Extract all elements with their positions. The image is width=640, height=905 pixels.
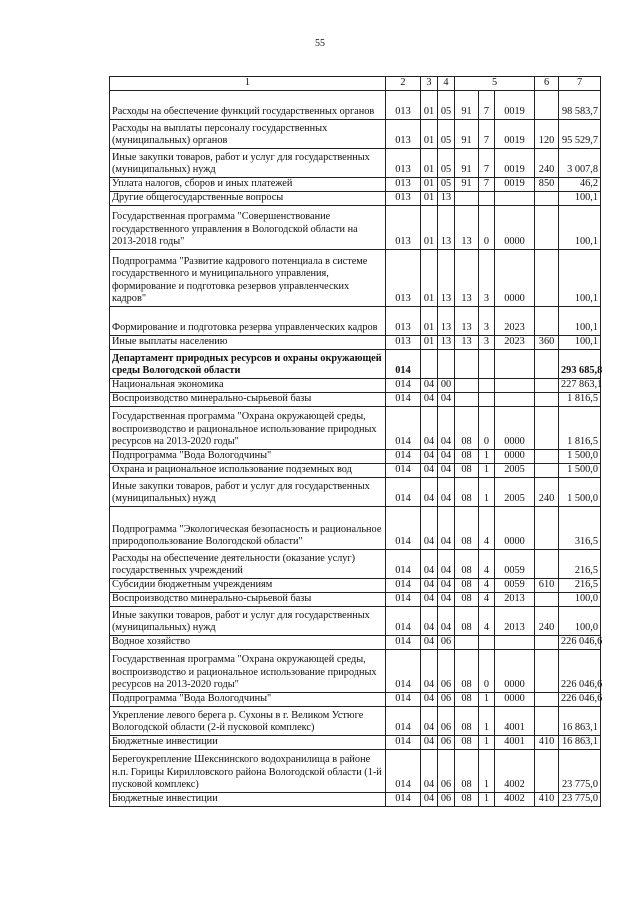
section-code: 01 [421, 250, 438, 307]
direction-code: 0059 [495, 550, 535, 579]
column-header: 4 [438, 77, 455, 91]
subsection-code: 04 [438, 550, 455, 579]
table-row [110, 120, 601, 149]
section-code: 04 [421, 750, 438, 793]
table-row [110, 793, 601, 807]
row-name: Государственная программа "Охрана окружающей среды, воспроизводство и рациональное использование природных ресурсов на 2013-2020 годы" [110, 650, 386, 693]
subsection-code: 06 [438, 693, 455, 707]
row-name: Государственная программа "Охрана окружающей среды, воспроизводство и рациональное использование природных ресурсов на 2013-2020 годы" [110, 407, 386, 450]
row-name: Национальная экономика [110, 379, 386, 393]
program-code: 08 [455, 593, 479, 607]
program-code: 08 [455, 736, 479, 750]
row-name: Иные закупки товаров, работ и услуг для государственных (муниципальных) нужд [110, 478, 386, 507]
admin-code: 014 [386, 636, 421, 650]
subprogram-code: 4 [479, 507, 495, 550]
admin-code: 013 [386, 336, 421, 350]
direction-code: 0019 [495, 149, 535, 178]
subprogram-code: 1 [479, 750, 495, 793]
program-code: 08 [455, 507, 479, 550]
admin-code: 014 [386, 707, 421, 736]
column-header: 3 [421, 77, 438, 91]
expense-type-code [535, 593, 559, 607]
subsection-code: 06 [438, 750, 455, 793]
subprogram-code: 3 [479, 250, 495, 307]
program-code: 91 [455, 149, 479, 178]
amount: 16 863,1 [559, 707, 601, 736]
direction-code [495, 192, 535, 206]
section-code: 04 [421, 407, 438, 450]
expense-type-code: 240 [535, 149, 559, 178]
subsection-code: 04 [438, 450, 455, 464]
admin-code: 014 [386, 478, 421, 507]
subprogram-code: 3 [479, 307, 495, 336]
expense-type-code: 410 [535, 736, 559, 750]
row-name: Другие общегосударственные вопросы [110, 192, 386, 206]
subsection-code: 05 [438, 178, 455, 192]
admin-code: 013 [386, 120, 421, 149]
direction-code: 0000 [495, 206, 535, 250]
header-row [110, 77, 601, 91]
direction-code: 2005 [495, 464, 535, 478]
table-row [110, 707, 601, 736]
subsection-code: 13 [438, 206, 455, 250]
program-code: 08 [455, 464, 479, 478]
admin-code: 013 [386, 149, 421, 178]
section-code: 04 [421, 393, 438, 407]
expense-type-code [535, 379, 559, 393]
column-header: 7 [559, 77, 601, 91]
admin-code: 014 [386, 693, 421, 707]
table-row [110, 149, 601, 178]
subprogram-code [479, 192, 495, 206]
subprogram-code: 7 [479, 178, 495, 192]
subsection-code: 04 [438, 478, 455, 507]
row-name: Берегоукрепление Шекснинского водохранилища в районе н.п. Горицы Кирилловского района Вологодской области (1-й пусковой комплекс) [110, 750, 386, 793]
row-name: Расходы на обеспечение функций государственных органов [110, 91, 386, 120]
column-header: 6 [535, 77, 559, 91]
program-code [455, 192, 479, 206]
row-name: Уплата налогов, сборов и иных платежей [110, 178, 386, 192]
direction-code: 4002 [495, 793, 535, 807]
table-row [110, 478, 601, 507]
section-code: 01 [421, 307, 438, 336]
subprogram-code: 1 [479, 793, 495, 807]
expense-type-code [535, 393, 559, 407]
table-row [110, 350, 601, 379]
subprogram-code: 7 [479, 149, 495, 178]
amount: 23 775,0 [559, 750, 601, 793]
section-code: 04 [421, 478, 438, 507]
amount: 1 500,0 [559, 464, 601, 478]
admin-code: 014 [386, 736, 421, 750]
expense-type-code: 240 [535, 478, 559, 507]
admin-code: 014 [386, 607, 421, 636]
direction-code: 4001 [495, 707, 535, 736]
section-code: 01 [421, 178, 438, 192]
program-code [455, 350, 479, 379]
subsection-code: 04 [438, 393, 455, 407]
subsection-code: 04 [438, 464, 455, 478]
direction-code: 0000 [495, 407, 535, 450]
subprogram-code: 4 [479, 550, 495, 579]
expense-type-code: 410 [535, 793, 559, 807]
admin-code: 014 [386, 393, 421, 407]
admin-code: 013 [386, 91, 421, 120]
section-code: 01 [421, 149, 438, 178]
row-name: Бюджетные инвестиции [110, 736, 386, 750]
section-code: 01 [421, 120, 438, 149]
table-row [110, 593, 601, 607]
section-code: 01 [421, 192, 438, 206]
row-name: Подпрограмма "Вода Вологодчины" [110, 693, 386, 707]
table-row [110, 650, 601, 693]
expense-type-code [535, 307, 559, 336]
program-code: 08 [455, 607, 479, 636]
table-row [110, 393, 601, 407]
row-name: Подпрограмма "Вода Вологодчины" [110, 450, 386, 464]
program-code: 08 [455, 579, 479, 593]
amount: 100,1 [559, 336, 601, 350]
subprogram-code: 7 [479, 91, 495, 120]
amount: 3 007,8 [559, 149, 601, 178]
row-name: Подпрограмма "Экологическая безопасность и рациональное природопользование Вологодской области" [110, 507, 386, 550]
amount: 100,1 [559, 206, 601, 250]
subprogram-code: 7 [479, 120, 495, 149]
direction-code [495, 350, 535, 379]
amount: 23 775,0 [559, 793, 601, 807]
direction-code: 2005 [495, 478, 535, 507]
budget-table [109, 76, 601, 807]
table-row [110, 607, 601, 636]
subprogram-code: 1 [479, 478, 495, 507]
section-code: 01 [421, 206, 438, 250]
expense-type-code [535, 250, 559, 307]
column-header: 1 [110, 77, 386, 91]
expense-type-code [535, 636, 559, 650]
amount: 100,0 [559, 593, 601, 607]
table-row [110, 250, 601, 307]
direction-code: 2023 [495, 307, 535, 336]
row-name: Иные закупки товаров, работ и услуг для государственных (муниципальных) нужд [110, 149, 386, 178]
expense-type-code [535, 350, 559, 379]
expense-type-code [535, 650, 559, 693]
expense-type-code: 360 [535, 336, 559, 350]
direction-code [495, 636, 535, 650]
section-code: 04 [421, 507, 438, 550]
section-code: 04 [421, 579, 438, 593]
expense-type-code: 120 [535, 120, 559, 149]
table-row [110, 206, 601, 250]
expense-type-code [535, 750, 559, 793]
page-number: 55 [315, 38, 325, 49]
table-row [110, 579, 601, 593]
row-name: Воспроизводство минерально-сырьевой базы [110, 593, 386, 607]
amount: 1 816,5 [559, 393, 601, 407]
direction-code: 2023 [495, 336, 535, 350]
subsection-code: 05 [438, 91, 455, 120]
direction-code: 0059 [495, 579, 535, 593]
expense-type-code [535, 407, 559, 450]
amount: 226 046,6 [559, 650, 601, 693]
amount: 226 046,6 [559, 636, 601, 650]
section-code: 04 [421, 607, 438, 636]
subprogram-code: 1 [479, 464, 495, 478]
subsection-code: 13 [438, 192, 455, 206]
subprogram-code: 1 [479, 707, 495, 736]
program-code: 91 [455, 120, 479, 149]
admin-code: 014 [386, 464, 421, 478]
admin-code: 014 [386, 650, 421, 693]
program-code: 08 [455, 707, 479, 736]
column-header: 2 [386, 77, 421, 91]
subsection-code: 00 [438, 379, 455, 393]
program-code: 08 [455, 407, 479, 450]
subsection-code: 04 [438, 507, 455, 550]
table-row [110, 450, 601, 464]
program-code: 08 [455, 793, 479, 807]
program-code: 13 [455, 307, 479, 336]
direction-code: 4002 [495, 750, 535, 793]
row-name: Иные закупки товаров, работ и услуг для государственных (муниципальных) нужд [110, 607, 386, 636]
expense-type-code [535, 507, 559, 550]
subsection-code: 13 [438, 307, 455, 336]
section-code: 04 [421, 464, 438, 478]
subprogram-code: 1 [479, 450, 495, 464]
section-code: 01 [421, 336, 438, 350]
table-row [110, 693, 601, 707]
subsection-code: 06 [438, 636, 455, 650]
expense-type-code [535, 464, 559, 478]
subsection-code: 05 [438, 120, 455, 149]
table-row [110, 636, 601, 650]
expense-type-code [535, 206, 559, 250]
direction-code: 0000 [495, 507, 535, 550]
subsection-code: 04 [438, 607, 455, 636]
direction-code: 0000 [495, 450, 535, 464]
subsection-code: 06 [438, 793, 455, 807]
section-code: 04 [421, 793, 438, 807]
admin-code: 014 [386, 507, 421, 550]
admin-code: 014 [386, 550, 421, 579]
amount: 216,5 [559, 579, 601, 593]
expense-type-code [535, 707, 559, 736]
expense-type-code [535, 192, 559, 206]
table-row [110, 336, 601, 350]
section-code: 01 [421, 91, 438, 120]
subprogram-code: 0 [479, 650, 495, 693]
section-code: 04 [421, 636, 438, 650]
subsection-code: 06 [438, 650, 455, 693]
section-code [421, 350, 438, 379]
subprogram-code: 4 [479, 607, 495, 636]
table-row [110, 407, 601, 450]
subsection-code: 06 [438, 707, 455, 736]
admin-code: 014 [386, 379, 421, 393]
amount: 98 583,7 [559, 91, 601, 120]
subprogram-code: 4 [479, 593, 495, 607]
subsection-code: 13 [438, 336, 455, 350]
subprogram-code [479, 350, 495, 379]
table-row [110, 307, 601, 336]
subprogram-code: 1 [479, 736, 495, 750]
subprogram-code: 4 [479, 579, 495, 593]
program-code: 91 [455, 178, 479, 192]
expense-type-code: 240 [535, 607, 559, 636]
row-name: Охрана и рациональное использование подземных вод [110, 464, 386, 478]
admin-code: 014 [386, 750, 421, 793]
table-row [110, 192, 601, 206]
program-code: 91 [455, 91, 479, 120]
admin-code: 014 [386, 450, 421, 464]
admin-code: 013 [386, 178, 421, 192]
program-code [455, 379, 479, 393]
subsection-code: 05 [438, 149, 455, 178]
row-name: Формирование и подготовка резерва управленческих кадров [110, 307, 386, 336]
expense-type-code [535, 450, 559, 464]
direction-code [495, 379, 535, 393]
subprogram-code: 3 [479, 336, 495, 350]
program-code: 13 [455, 250, 479, 307]
subsection-code [438, 350, 455, 379]
program-code: 08 [455, 693, 479, 707]
subsection-code: 04 [438, 593, 455, 607]
row-name: Водное хозяйство [110, 636, 386, 650]
admin-code: 013 [386, 250, 421, 307]
expense-type-code [535, 550, 559, 579]
amount: 227 863,1 [559, 379, 601, 393]
subprogram-code: 0 [479, 206, 495, 250]
section-code: 04 [421, 450, 438, 464]
amount: 100,1 [559, 192, 601, 206]
subprogram-code [479, 379, 495, 393]
direction-code: 0000 [495, 693, 535, 707]
table-row [110, 91, 601, 120]
admin-code: 014 [386, 350, 421, 379]
row-name: Иные выплаты населению [110, 336, 386, 350]
admin-code: 013 [386, 206, 421, 250]
subsection-code: 13 [438, 250, 455, 307]
expense-type-code [535, 693, 559, 707]
admin-code: 014 [386, 407, 421, 450]
admin-code: 014 [386, 793, 421, 807]
program-code: 08 [455, 450, 479, 464]
expense-type-code [535, 91, 559, 120]
program-code: 08 [455, 550, 479, 579]
row-name: Государственная программа "Совершенствование государственного управления в Вологодской области на 2013-2018 годы" [110, 206, 386, 250]
direction-code: 0000 [495, 650, 535, 693]
subsection-code: 04 [438, 579, 455, 593]
table-row [110, 507, 601, 550]
section-code: 04 [421, 707, 438, 736]
table-row [110, 379, 601, 393]
section-code: 04 [421, 379, 438, 393]
row-name: Укрепление левого берега р. Сухоны в г. Великом Устюге Вологодской области (2-й пусковой комплекс) [110, 707, 386, 736]
program-code [455, 636, 479, 650]
row-name: Департамент природных ресурсов и охраны окружающей среды Вологодской области [110, 350, 386, 379]
section-code: 04 [421, 550, 438, 579]
row-name: Подпрограмма "Развитие кадрового потенциала в системе государственного и муниципального управления, формирование и подготовка резервов управленческих кадров" [110, 250, 386, 307]
program-code: 08 [455, 650, 479, 693]
admin-code: 013 [386, 192, 421, 206]
amount: 100,0 [559, 607, 601, 636]
expense-type-code: 610 [535, 579, 559, 593]
amount: 316,5 [559, 507, 601, 550]
amount: 100,1 [559, 307, 601, 336]
program-code: 08 [455, 750, 479, 793]
admin-code: 014 [386, 593, 421, 607]
admin-code: 013 [386, 307, 421, 336]
table-row [110, 464, 601, 478]
direction-code: 0019 [495, 178, 535, 192]
amount: 95 529,7 [559, 120, 601, 149]
expense-type-code: 850 [535, 178, 559, 192]
section-code: 04 [421, 736, 438, 750]
direction-code: 0019 [495, 91, 535, 120]
amount: 46,2 [559, 178, 601, 192]
section-code: 04 [421, 693, 438, 707]
amount: 216,5 [559, 550, 601, 579]
program-code: 08 [455, 478, 479, 507]
subprogram-code [479, 393, 495, 407]
subprogram-code: 1 [479, 693, 495, 707]
row-name: Субсидии бюджетным учреждениям [110, 579, 386, 593]
table-row [110, 750, 601, 793]
amount: 293 685,8 [559, 350, 601, 379]
direction-code: 2013 [495, 607, 535, 636]
direction-code: 0019 [495, 120, 535, 149]
subprogram-code [479, 636, 495, 650]
amount: 100,1 [559, 250, 601, 307]
section-code: 04 [421, 593, 438, 607]
table-row [110, 550, 601, 579]
admin-code: 014 [386, 579, 421, 593]
amount: 1 816,5 [559, 407, 601, 450]
program-code: 13 [455, 336, 479, 350]
row-name: Расходы на обеспечение деятельности (оказание услуг) государственных учреждений [110, 550, 386, 579]
row-name: Расходы на выплаты персоналу государственных (муниципальных) органов [110, 120, 386, 149]
program-code [455, 393, 479, 407]
subprogram-code: 0 [479, 407, 495, 450]
amount: 1 500,0 [559, 478, 601, 507]
amount: 226 046,6 [559, 693, 601, 707]
subsection-code: 06 [438, 736, 455, 750]
direction-code [495, 393, 535, 407]
direction-code: 4001 [495, 736, 535, 750]
table-row [110, 736, 601, 750]
subsection-code: 04 [438, 407, 455, 450]
direction-code: 2013 [495, 593, 535, 607]
section-code: 04 [421, 650, 438, 693]
row-name: Бюджетные инвестиции [110, 793, 386, 807]
direction-code: 0000 [495, 250, 535, 307]
table-row [110, 178, 601, 192]
amount: 1 500,0 [559, 450, 601, 464]
amount: 16 863,1 [559, 736, 601, 750]
column-header: 5 [455, 77, 535, 91]
program-code: 13 [455, 206, 479, 250]
row-name: Воспроизводство минерально-сырьевой базы [110, 393, 386, 407]
